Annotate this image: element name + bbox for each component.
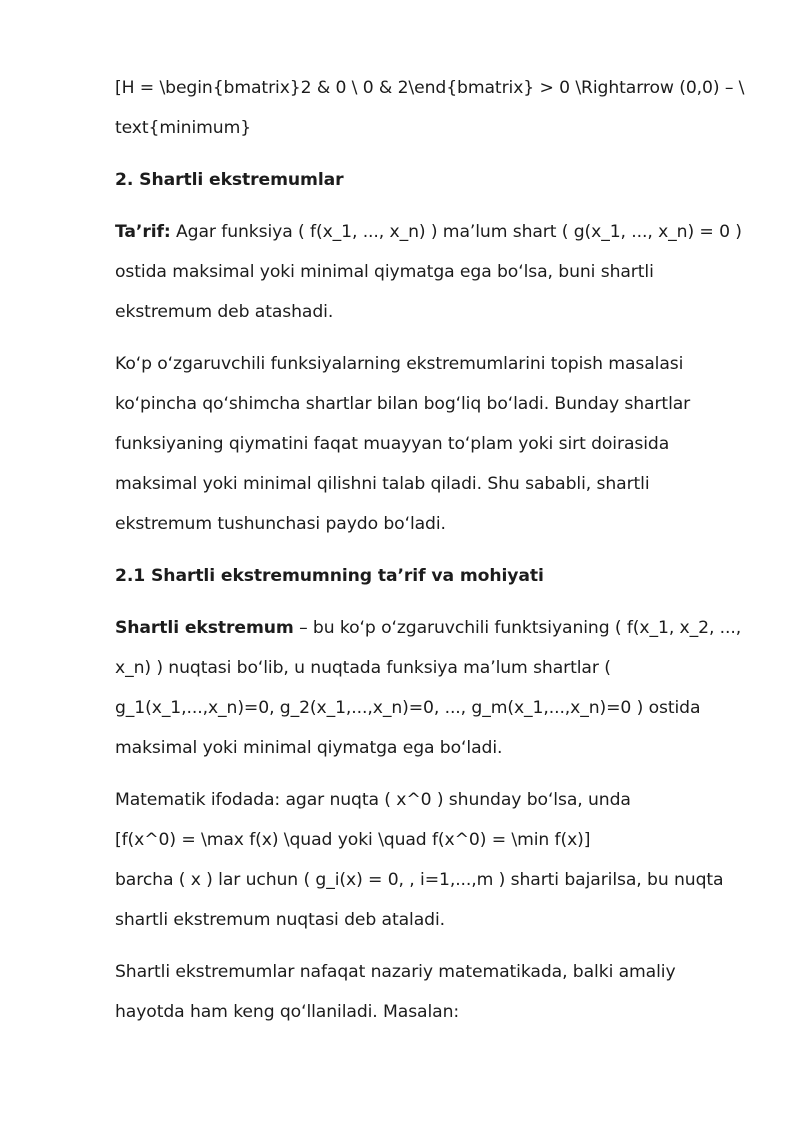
section-heading-conditional-extrema: 2. Shartli ekstremumlar bbox=[115, 170, 344, 190]
term-paragraph bbox=[115, 608, 750, 768]
definition-paragraph bbox=[115, 212, 750, 332]
term-text: – bu ko‘p o‘zgaruvchili funktsiyaning ( f(x_1, x_2, ..., x_n) ) nuqtasi bo‘lib, u nuqtada funksiya ma’lum shartlar ( g_1(x_1,...,x_n)=0, g_2(x_1,...,x_n)=0, ..., g_m(x_1,...,x_n)=0 ) ostida maksimal yoki minimal qiymatga ega bo‘ladi. bbox=[115, 618, 742, 758]
document-page bbox=[115, 68, 750, 1044]
math-expression-line-2: [f(x^0) = \max f(x) \quad yoki \quad f(x^0) = \min f(x)] bbox=[115, 830, 591, 850]
term-label: Shartli ekstremum bbox=[115, 618, 294, 638]
math-expression-line-3: barcha ( x ) lar uchun ( g_i(x) = 0, , i=1,...,m ) sharti bajarilsa, bu nuqta shartli ekstremum nuqtasi deb ataladi. bbox=[115, 870, 724, 930]
subsection-heading-definition-essence: 2.1 Shartli ekstremumning ta’rif va mohiyati bbox=[115, 566, 544, 586]
intro-paragraph: Ko‘p o‘zgaruvchili funksiyalarning ekstremumlarini topish masalasi ko‘pincha qo‘shimcha shartlar bilan bog‘liq bo‘ladi. Bunday shartlar funksiyaning qiymatini faqat muayyan to‘plam yoki sirt doirasida maksimal yoki minimal qilishni talab qiladi. Shu sababli, shartli ekstremum tushunchasi paydo bo‘ladi. bbox=[115, 354, 691, 534]
math-expression-line-1: Matematik ifodada: agar nuqta ( x^0 ) shunday bo‘lsa, unda bbox=[115, 790, 631, 810]
formula-hessian-paragraph: [H = \begin{bmatrix}2 & 0 \ 0 & 2\end{bmatrix} > 0 \Rightarrow (0,0) – \ text{minimum} bbox=[115, 78, 745, 138]
math-expression-paragraph bbox=[115, 780, 750, 940]
applications-paragraph: Shartli ekstremumlar nafaqat nazariy matematikada, balki amaliy hayotda ham keng qo‘llaniladi. Masalan: bbox=[115, 962, 676, 1022]
definition-text: Agar funksiya ( f(x_1, ..., x_n) ) ma’lum shart ( g(x_1, ..., x_n) = 0 ) ostida maksimal yoki minimal qiymatga ega bo‘lsa, buni shartli ekstremum deb atashadi. bbox=[115, 222, 742, 322]
definition-label: Ta’rif: bbox=[115, 222, 171, 242]
